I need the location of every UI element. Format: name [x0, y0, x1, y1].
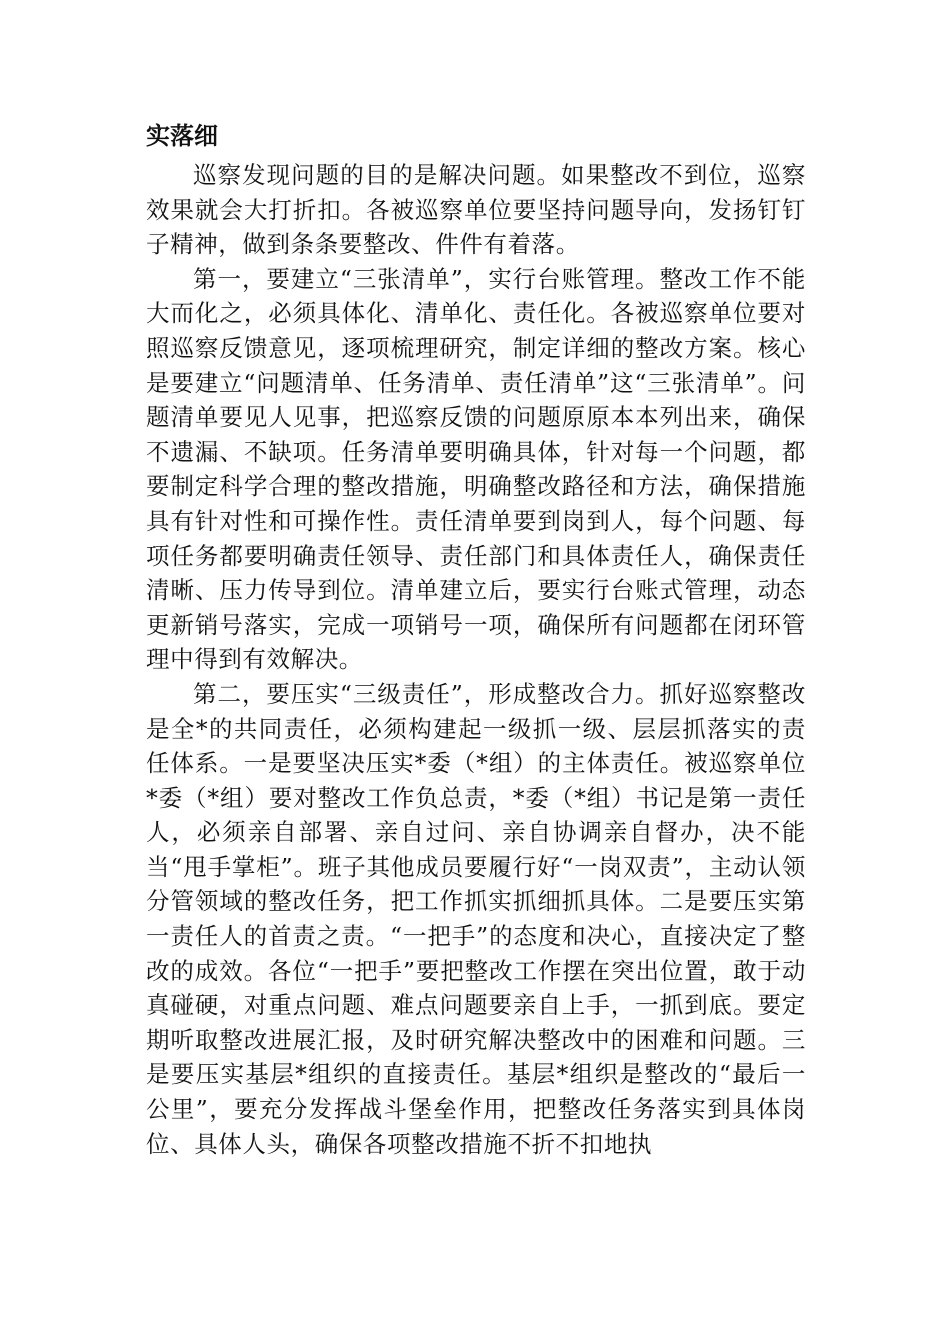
document-body — [146, 114, 806, 1161]
paragraph-first: 第一，要建立“三张清单”，实行台账管理。整改工作不能大而化之，必须具体化、清单化、责任化。各被巡察单位要对照巡察反馈意见，逐项梳理研究，制定详细的整改方案。核心是要建立“问题清单、任务清单、责任清单”这“三张清单”。问题清单要见人见事，把巡察反馈的问题原原本本列出来，确保不遗漏、不缺项。任务清单要明确具体，针对每一个问题，都要制定科学合理的整改措施，明确整改路径和方法，确保措施具有针对性和可操作性。责任清单要到岗到人，每个问题、每项任务都要明确责任领导、责任部门和具体责任人，确保责任清晰、压力传导到位。清单建立后，要实行台账式管理，动态更新销号落实，完成一项销号一项，确保所有问题都在闭环管理中得到有效解决。 — [146, 264, 806, 674]
paragraph-intro: 巡察发现问题的目的是解决问题。如果整改不到位，巡察效果就会大打折扣。各被巡察单位要坚持问题导向，发扬钉钉子精神，做到条条要整改、件件有着落。 — [146, 161, 806, 259]
paragraph-second: 第二，要压实“三级责任”，形成整改合力。抓好巡察整改是全*的共同责任，必须构建起一级抓一级、层层抓落实的责任体系。一是要坚决压实*委（*组）的主体责任。被巡察单位*委（*组）要对整改工作负总责，*委（*组）书记是第一责任人，必须亲自部署、亲自过问、亲自协调亲自督办，决不能当“甩手掌柜”。班子其他成员要履行好“一岗双责”，主动认领分管领域的整改任务，把工作抓实抓细抓具体。二是要压实第一责任人的首责之责。“一把手”的态度和决心，直接决定了整改的成效。各位“一把手”要把整改工作摆在突出位置，敢于动真碰硬，对重点问题、难点问题要亲自上手，一抓到底。要定期听取整改进展汇报，及时研究解决整改中的困难和问题。三是要压实基层*组织的直接责任。基层*组织是整改的“最后一公里”，要充分发挥战斗堡垒作用，把整改任务落实到具体岗位、具体人头，确保各项整改措施不折不扣地执 — [146, 679, 806, 1158]
section-heading: 实落细 — [146, 122, 218, 150]
